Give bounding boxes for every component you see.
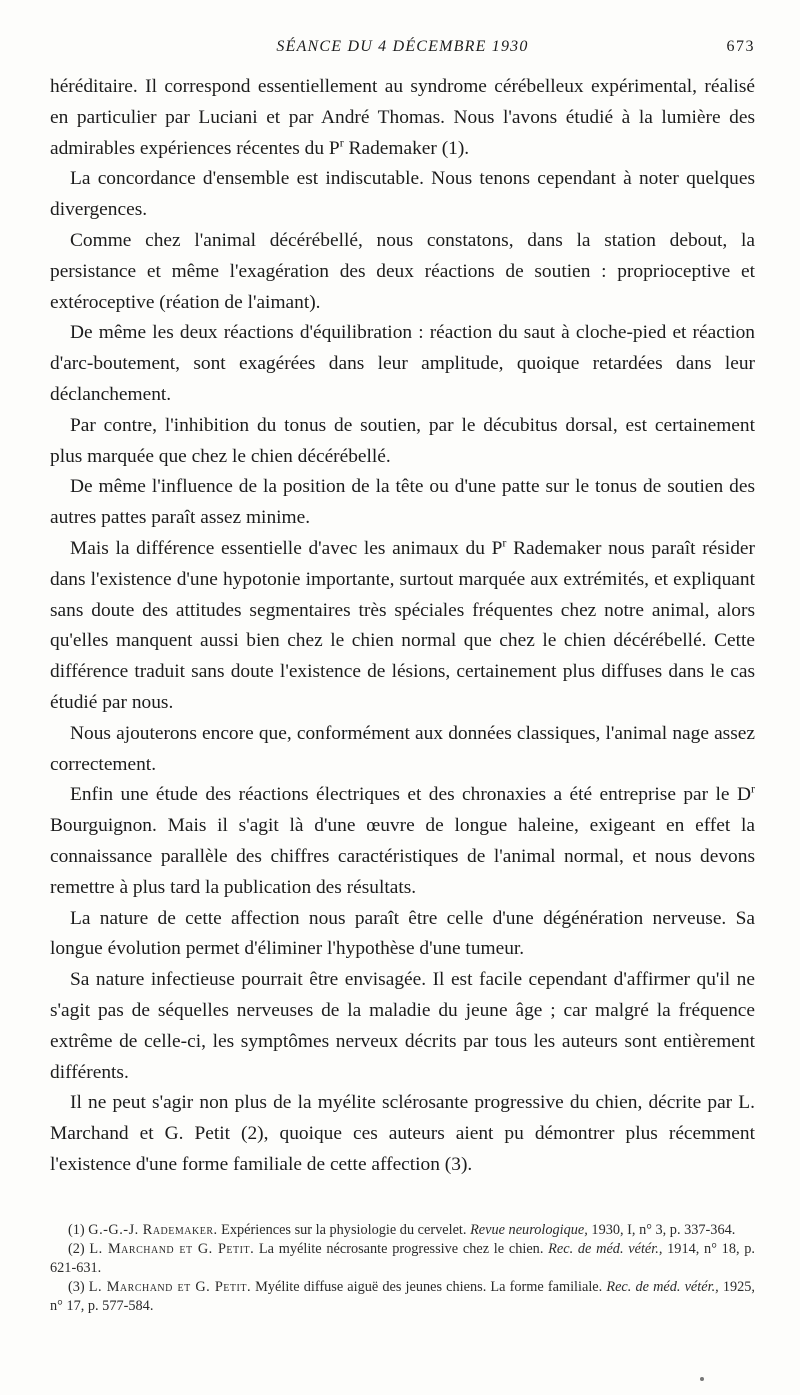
footnote: (1) G.-G.-J. Rademaker. Expériences sur la physiologie du cervelet. Revue neurologique, 1930, I, n° 3, p. 337-364. — [68, 1221, 736, 1238]
paragraph: Enfin une étude des réactions électriques et des chronaxies a été entreprise par le $D^r$ Bourguignon. Mais il s'agit là d'une œuvre de longue haleine, exigeant en effet la connaissance parallèle des chiffres caractéristiques de l'animal normal, et nous devons remettre à plus tard la publication des résultats. — [50, 781, 755, 898]
paragraph: Mais la différence essentielle d'avec les animaux du $P^r$ Rademaker nous paraît résider dans l'existence d'une hypotonie importante, surtout marquée aux extrémités, et expliquant sans doute des attitudes segmentaires très spéciales fréquentes chez notre animal, alors qu'elles manquent aussi bien chez le chien normal que chez le chien décérébellé. Cette différence traduit sans doute l'existence de lésions, certainement plus diffuses dans le cas étudié par nous. — [50, 535, 755, 713]
print-speck — [700, 1377, 704, 1381]
paragraph: La nature de cette affection nous paraît être celle d'une dégénération nerveuse. Sa longue évolution permet d'éliminer l'hypothèse d'une tumeur. — [50, 907, 755, 960]
paragraph: héréditaire. Il correspond essentiellement au syndrome cérébelleux expérimental, réalisé en particulier par Luciani et par André Thomas. Nous l'avons étudié à la lumière des admirables expériences récentes du $P^r$ Rademaker (1). — [50, 76, 755, 159]
page-number: 673 — [726, 38, 755, 55]
body-text — [50, 72, 755, 1181]
footnote: (3) L. Marchand et G. Petit. Myélite diffuse aiguë des jeunes chiens. La forme familiale. Rec. de méd. vétér., 1925, n° 17, p. 577-584. — [50, 1278, 756, 1314]
paragraph: Comme chez l'animal décérébellé, nous constatons, dans la station debout, la persistance et même l'exagération des deux réactions de soutien : proprioceptive et extéroceptive (réation de l'aimant). — [50, 229, 755, 313]
paragraph: De même l'influence de la position de la tête ou d'une patte sur le tonus de soutien des autres pattes paraît assez minime. — [50, 476, 755, 529]
running-header — [50, 38, 755, 64]
paragraph: De même les deux réactions d'équilibration : réaction du saut à cloche-pied et réaction d'arc-boutement, sont exagérées dans leur amplitude, quoique retardées dans leur déclanchement. — [50, 322, 755, 405]
paragraph: La concordance d'ensemble est indiscutable. Nous tenons cependant à noter quelques divergences. — [50, 168, 755, 221]
page — [50, 38, 755, 1316]
running-title: SÉANCE DU 4 DÉCEMBRE 1930 — [276, 38, 529, 55]
footnote: (2) L. Marchand et G. Petit. La myélite nécrosante progressive chez le chien. Rec. de méd. vétér., 1914, n° 18, p. 621-631. — [50, 1240, 756, 1276]
paragraph: Sa nature infectieuse pourrait être envisagée. Il est facile cependant d'affirmer qu'il ne s'agit pas de séquelles nerveuses de la maladie du jeune âge ; car malgré la fréquence extrême de celle-ci, les symptômes nerveux décrits par tous les auteurs sont entièrement différents. — [50, 969, 755, 1083]
paragraph: Il ne peut s'agir non plus de la myélite sclérosante progressive du chien, décrite par L. Marchand et G. Petit (2), quoique ces auteurs aient pu démontrer plus récemment l'existence d'une forme familiale de cette affection (3). — [50, 1092, 755, 1175]
footnotes — [50, 1221, 755, 1316]
paragraph: Par contre, l'inhibition du tonus de soutien, par le décubitus dorsal, est certainement plus marquée que chez le chien décérébellé. — [50, 414, 755, 467]
paragraph: Nous ajouterons encore que, conformément aux données classiques, l'animal nage assez correctement. — [50, 722, 755, 775]
